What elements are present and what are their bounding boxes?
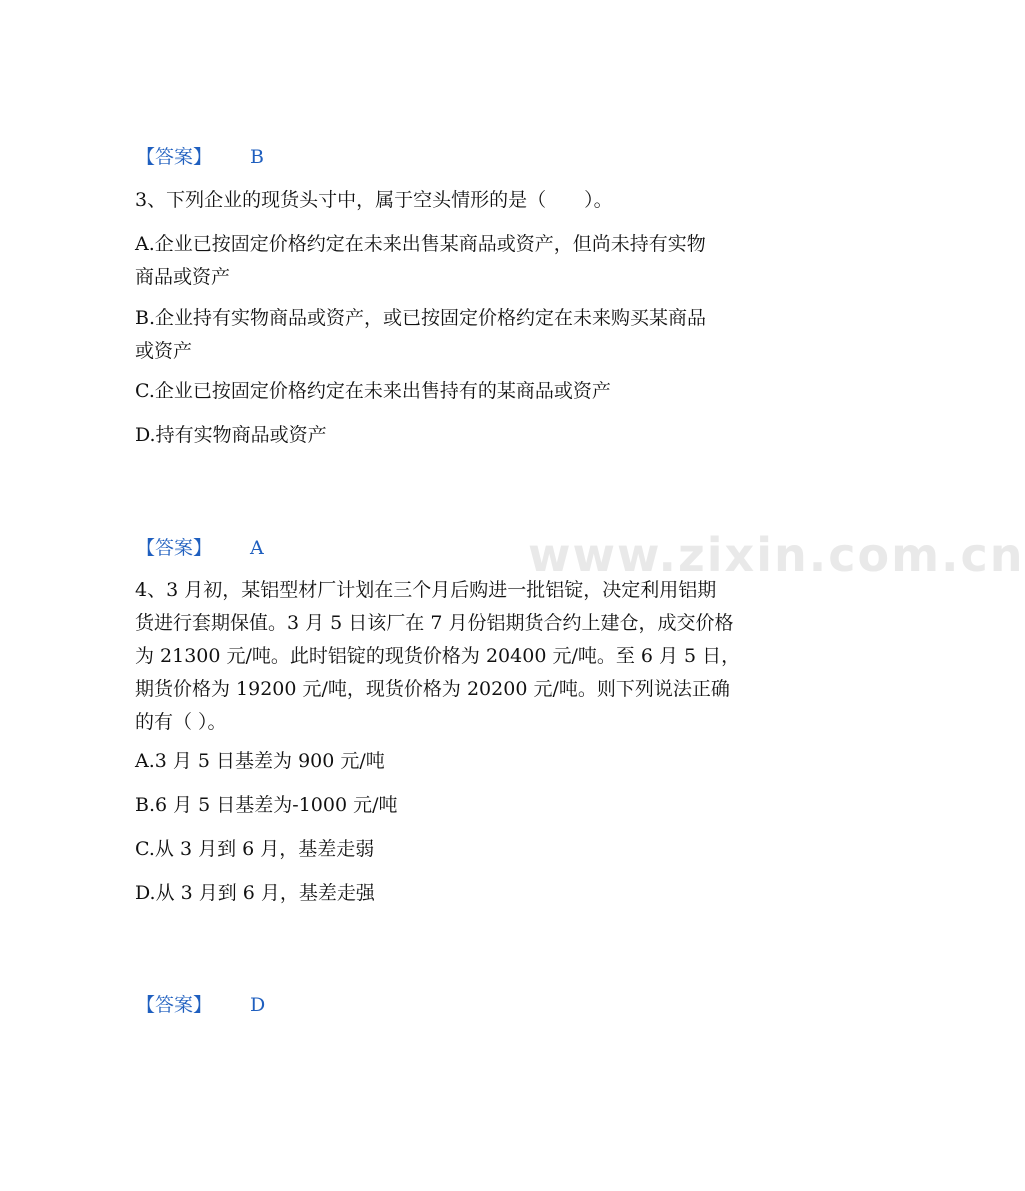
- question-4-option-b: B.6 月 5 日基差为-1000 元/吨: [135, 794, 398, 816]
- question-3-option-d: [135, 419, 795, 452]
- option-line: 商品或资产: [135, 266, 231, 288]
- option-line: A.企业已按固定价格约定在未来出售某商品或资产，但尚未持有实物: [135, 233, 706, 255]
- stem-line: 的有（ ）。: [135, 711, 227, 733]
- answer-label: 【答案】: [136, 146, 213, 168]
- option-line: C.企业已按固定价格约定在未来出售持有的某商品或资产: [135, 380, 611, 402]
- question-3-option-a: [135, 228, 795, 294]
- answer-value: B: [250, 146, 264, 168]
- answer-value: D: [250, 994, 266, 1016]
- answer-label: 【答案】: [136, 537, 213, 559]
- stem-line: 货进行套期保值。3 月 5 日该厂在 7 月份铝期货合约上建仓，成交价格: [135, 612, 734, 634]
- question-4-option-c: C.从 3 月到 6 月，基差走弱: [135, 838, 375, 860]
- question-3-option-b: [135, 302, 795, 368]
- answer-line-prev: [136, 144, 264, 170]
- option-line: D.持有实物商品或资产: [135, 424, 327, 446]
- question-4-option-d: D.从 3 月到 6 月，基差走强: [135, 882, 375, 904]
- watermark-text: www.zixin.com.cn: [528, 528, 1025, 582]
- option-line: 或资产: [135, 340, 193, 362]
- stem-line: 期货价格为 19200 元/吨，现货价格为 20200 元/吨。则下列说法正确: [135, 678, 730, 700]
- answer-label: 【答案】: [136, 994, 213, 1016]
- option-line: B.企业持有实物商品或资产，或已按固定价格约定在未来购买某商品: [135, 307, 707, 329]
- answer-line-q3: [136, 535, 264, 561]
- question-4-option-a: A.3 月 5 日基差为 900 元/吨: [135, 750, 385, 772]
- answer-value: A: [250, 537, 264, 559]
- question-3-option-c: [135, 375, 795, 408]
- stem-line: 4、3 月初，某铝型材厂计划在三个月后购进一批铝锭，决定利用铝期: [135, 579, 717, 601]
- question-3-stem: 3、下列企业的现货头寸中，属于空头情形的是（ ）。: [135, 189, 613, 211]
- stem-line: 为 21300 元/吨。此时铝锭的现货价格为 20400 元/吨。至 6 月 5 日，: [135, 645, 741, 667]
- question-4-stem: [135, 574, 795, 739]
- answer-line-q4: [136, 992, 266, 1018]
